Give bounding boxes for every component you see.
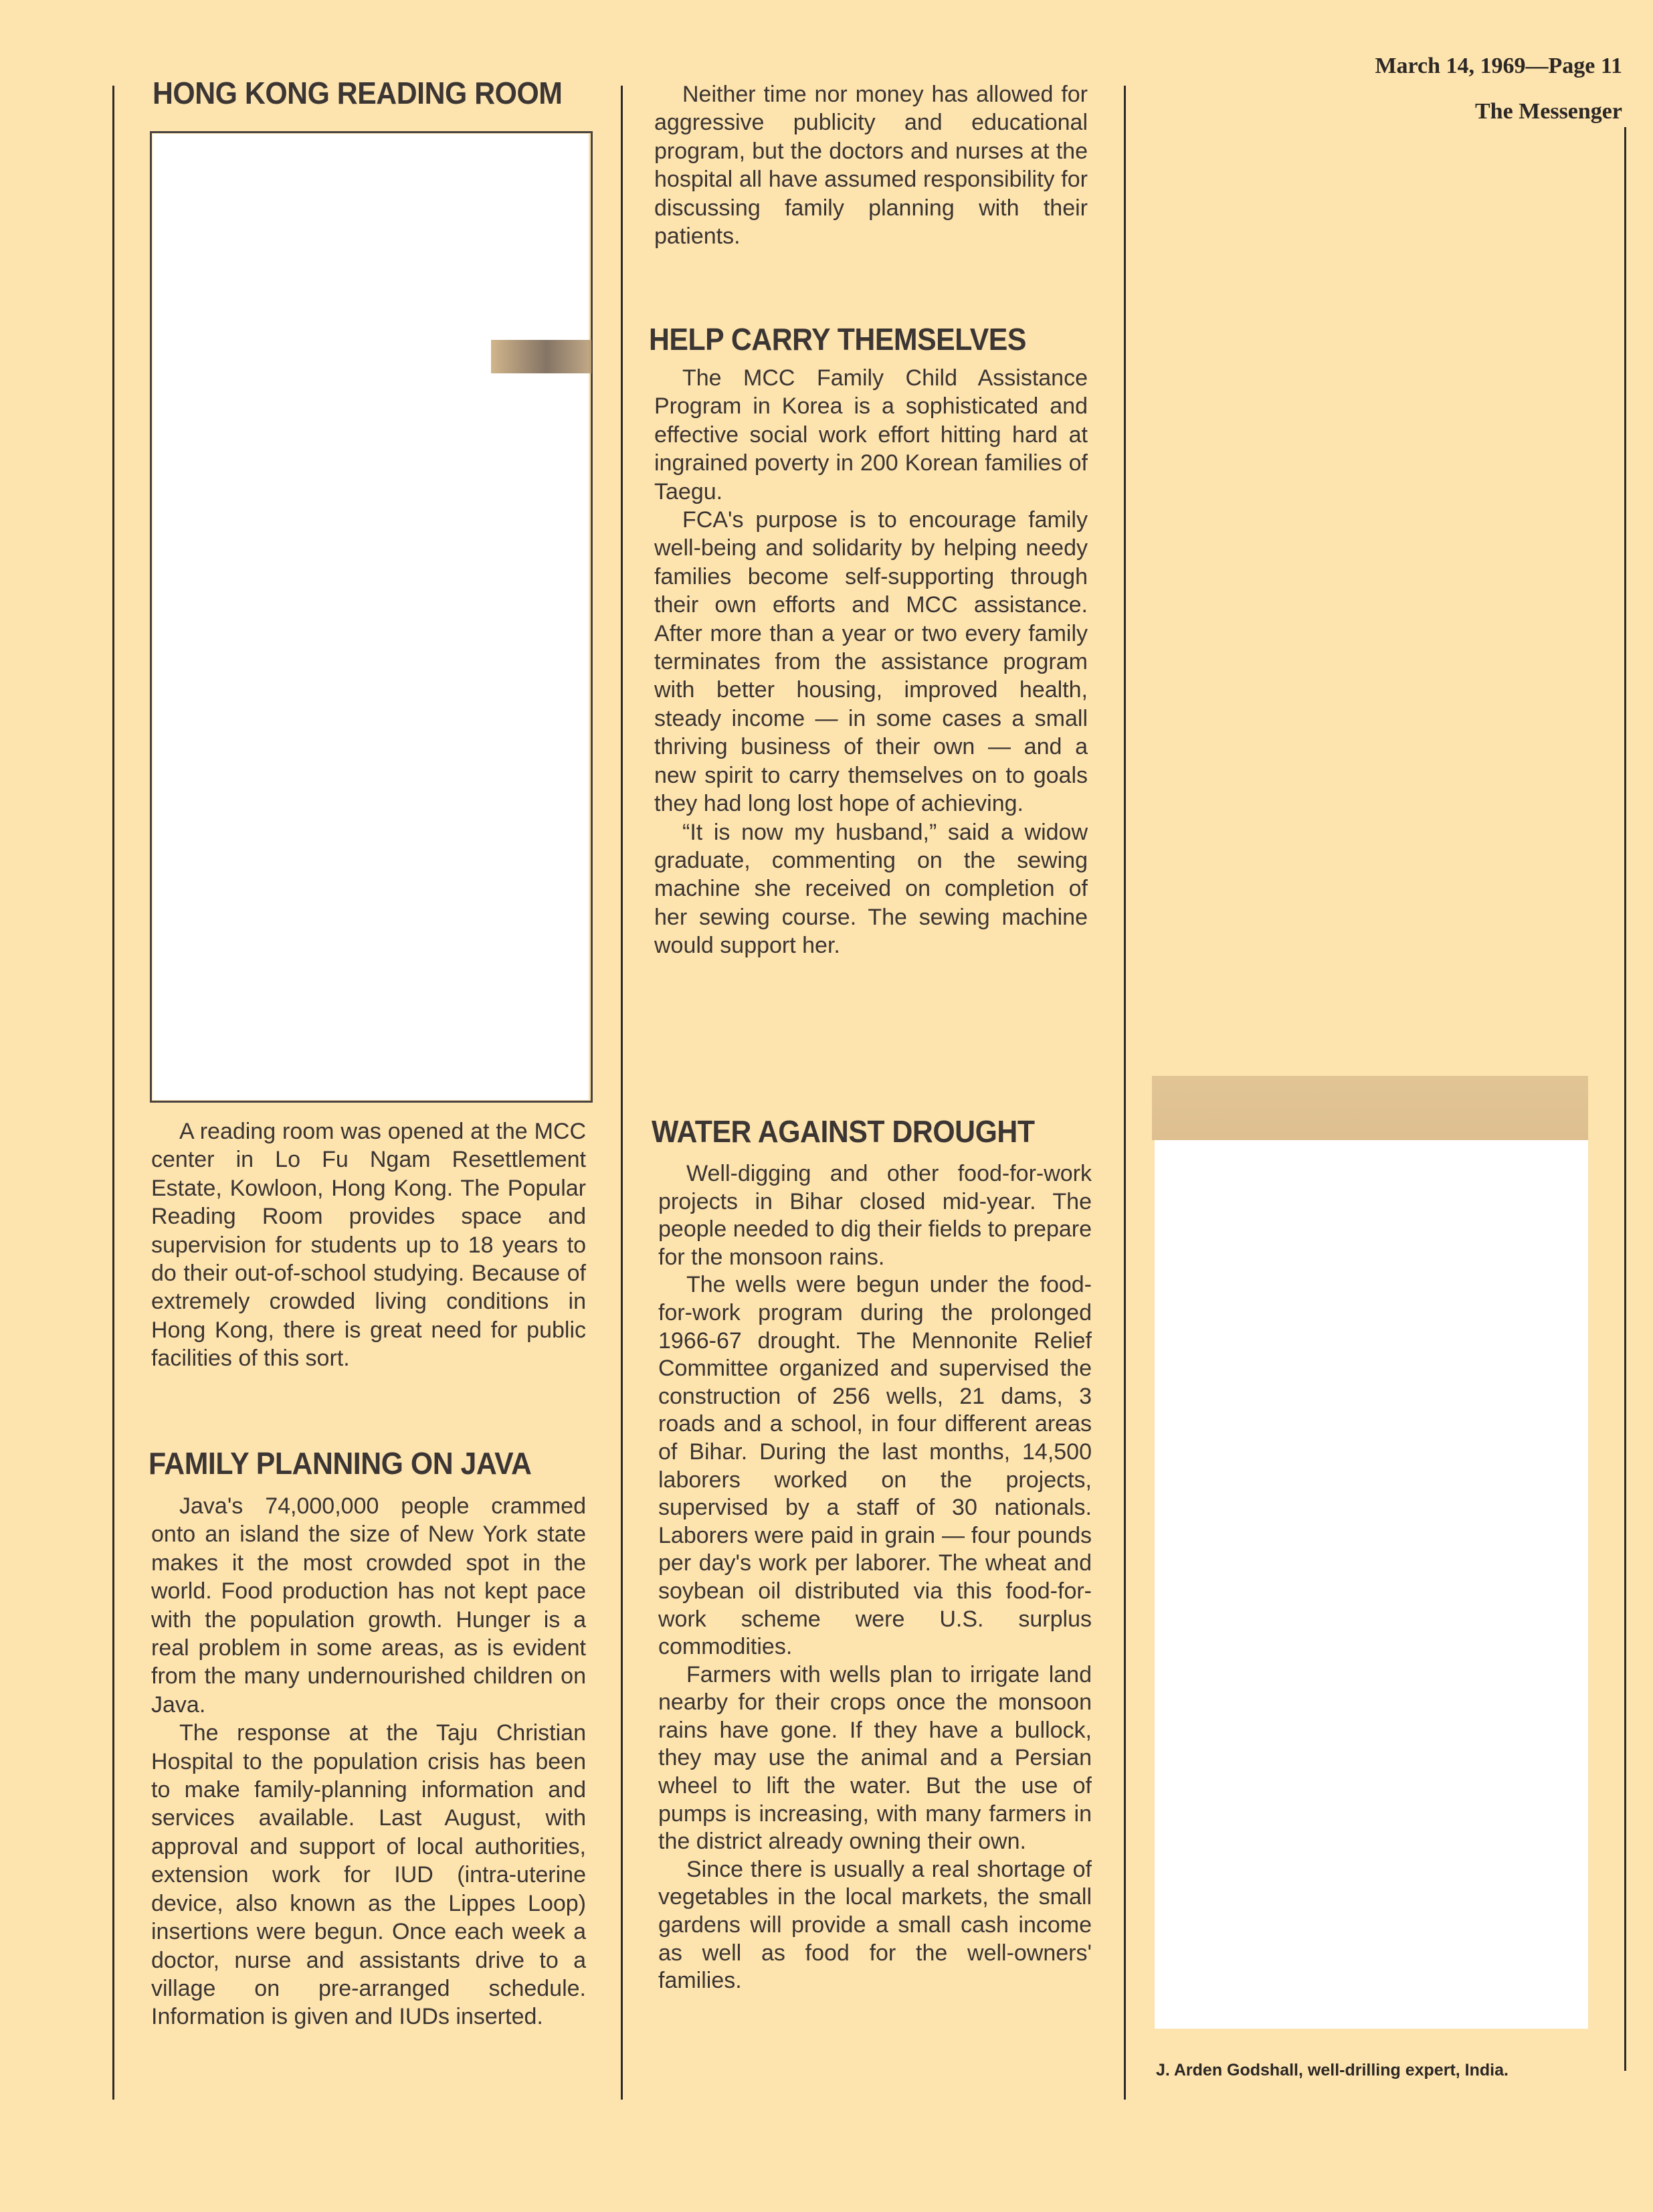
hong-kong-headline: HONG KONG READING ROOM bbox=[153, 76, 563, 110]
left-margin-rule bbox=[112, 86, 114, 2100]
well-drilling-photo bbox=[1155, 1140, 1588, 2029]
korea-paragraph-1: The MCC Family Child Assistance Program in Korea is a sophisticated and effective social work effort hitting hard at ingrained poverty in 200 Korean families of Taegu. bbox=[654, 365, 1088, 504]
java-paragraph-1: Java's 74,000,000 people crammed onto an island the size of New York state makes it the most crowded spot in the world. Food production has not kept pace with the population growth. Hunger is a real problem in some areas, as is evident from the many undernourished children on Java. bbox=[151, 1493, 586, 1718]
reading-room-photo bbox=[153, 134, 589, 1100]
photo-smudge bbox=[491, 340, 591, 373]
java-continued-paragraph: Neither time nor money has allowed for aggressive publicity and educational program, but the doctors and nurses at the hospital all have assumed responsibility for discussing family planning with their patients. bbox=[654, 82, 1088, 250]
bihar-paragraph-1: Well-digging and other food-for-work projects in Bihar closed mid-year. The people needed to dig their fields to prepare for the monsoon rains. bbox=[658, 1161, 1092, 1270]
korea-headline: HELP CARRY THEMSELVES bbox=[649, 322, 1026, 357]
photo-top-strip bbox=[1152, 1076, 1588, 1140]
bihar-paragraph-2: The wells were begun under the food-for-work program during the prolonged 1966-67 drought. The Mennonite Relief Committee organized and supervised the construction of 256 wells, 21 dams, 3 roads and a school, in four different areas of Bihar. During the last months, 14,500 laborers worked on the projects, supervised by a staff of 30 nationals. Laborers were paid in grain — four pounds per day's work per laborer. The wheat and soybean oil distributed via this food-for-work scheme were U.S. surplus commodities. bbox=[658, 1272, 1092, 1660]
bihar-paragraph-3: Farmers with wells plan to irrigate land nearby for their crops once the monsoon rains have gone. If they have a bullock, they may use the animal and a Persian wheel to lift the water. But the use of pumps is increasing, with many farmers in the district already owning their own. bbox=[658, 1661, 1092, 1855]
hong-kong-caption bbox=[151, 1117, 586, 1373]
korea-paragraph-2: FCA's purpose is to encourage family well-being and solidarity by helping needy families become self-supporting through their own efforts and MCC assistance. After more than a year or two every family terminates from the assistance program with better housing, improved health, steady income — in some cases a small thriving business of their own — and a new spirit to carry themselves on to goals they had long lost hope of achieving. bbox=[654, 507, 1088, 817]
java-continued-story bbox=[654, 80, 1088, 250]
java-headline: FAMILY PLANNING ON JAVA bbox=[149, 1446, 532, 1481]
photo-credit-caption: J. Arden Godshall, well-drilling expert, India. bbox=[1156, 2061, 1509, 2080]
java-paragraph-2: The response at the Taju Christian Hospital to the population crisis has been to make family-planning information and services available. Last August, with approval and support of local authorities, extension work for IUD (intra-uterine device, also known as the Lippes Loop) insertions were begun. Once each week a doctor, nurse and assistants drive to a village on pre-arranged schedule. Information is given and IUDs inserted. bbox=[151, 1720, 586, 2030]
column-rule-2 bbox=[1124, 86, 1126, 2100]
publication-name: The Messenger bbox=[1474, 99, 1622, 124]
korea-story bbox=[654, 364, 1088, 960]
java-story bbox=[151, 1492, 586, 2031]
hong-kong-caption-text: A reading room was opened at the MCC center in Lo Fu Ngam Resettlement Estate, Kowloon, Hong Kong. The Popular Reading Room provides space and supervision for students up to 18 years to do their out-of-school studying. Because of extremely crowded living conditions in Hong Kong, there is great need for public facilities of this sort. bbox=[151, 1119, 586, 1372]
korea-paragraph-3: “It is now my husband,” said a widow graduate, commenting on the sewing machine she received on completion of her sewing course. The sewing machine would support her. bbox=[654, 819, 1088, 959]
right-margin-rule bbox=[1624, 127, 1626, 2071]
date-page-line: March 14, 1969—Page 11 bbox=[1375, 54, 1622, 78]
column-rule-1 bbox=[621, 86, 623, 2100]
bihar-headline: WATER AGAINST DROUGHT bbox=[652, 1114, 1035, 1149]
bihar-story bbox=[658, 1160, 1092, 1995]
bihar-paragraph-4: Since there is usually a real shortage of vegetables in the local markets, the small gardens will provide a small cash income as well as food for the well-owners' families. bbox=[658, 1856, 1092, 1994]
